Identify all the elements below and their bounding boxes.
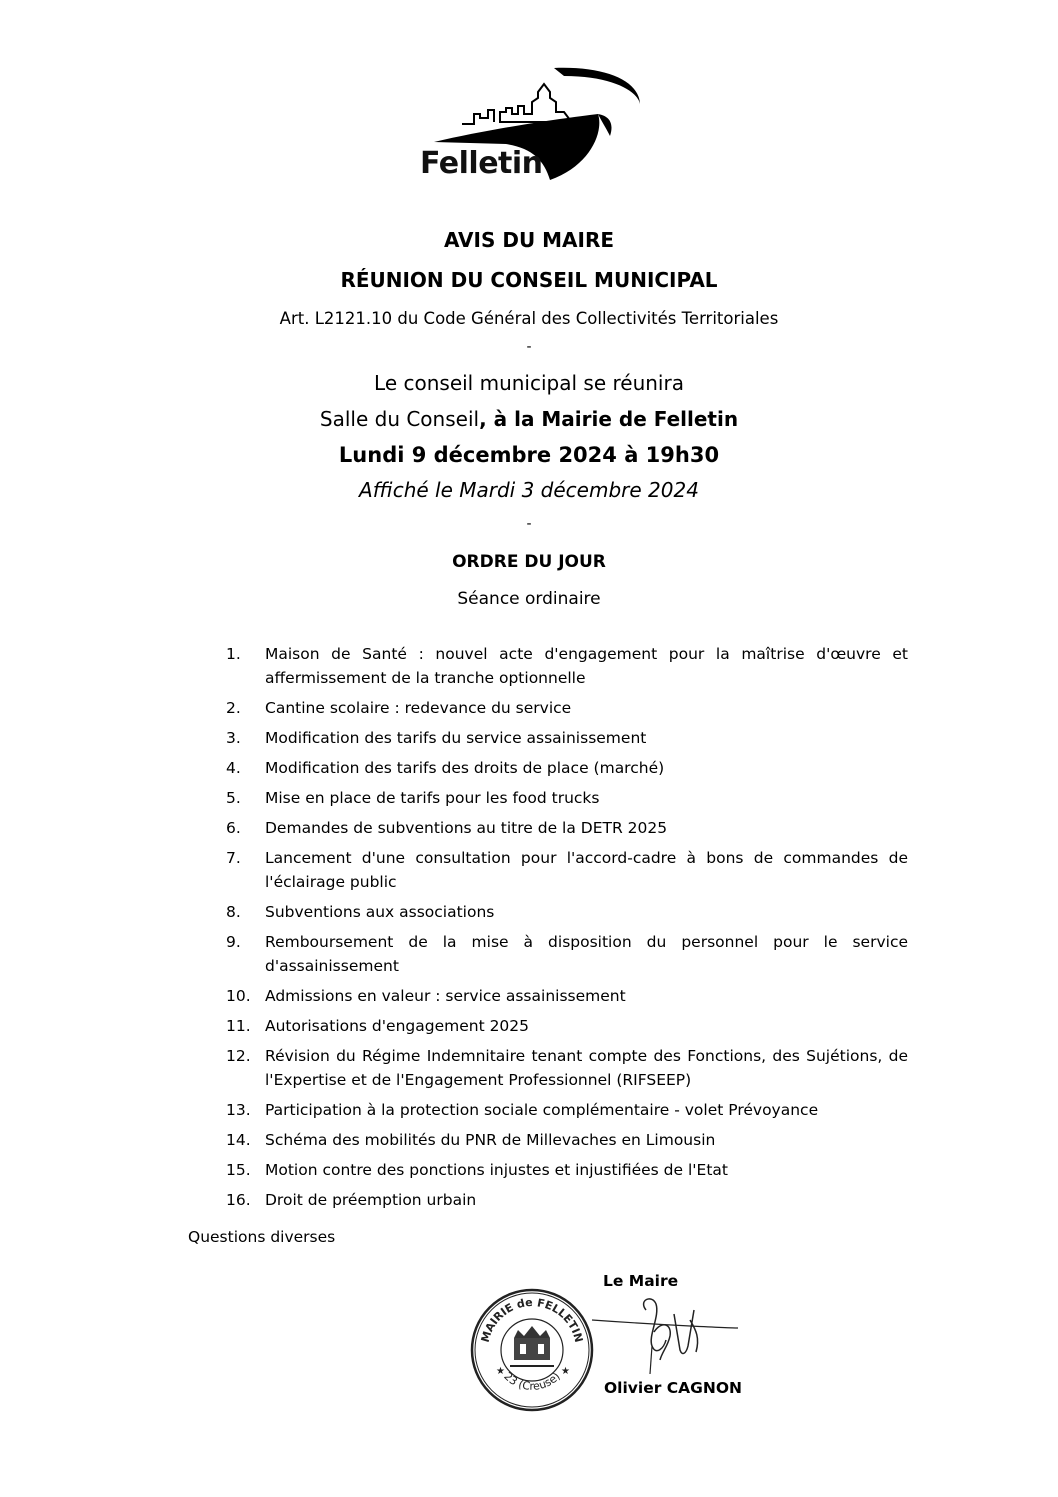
agenda-item-text: Autorisations d'engagement 2025 <box>265 1017 530 1035</box>
agenda-title: ORDRE DU JOUR <box>452 552 606 572</box>
agenda-item <box>226 1014 908 1038</box>
agenda-item-text: Participation à la protection sociale complémentaire - volet Prévoyance <box>265 1101 819 1119</box>
agenda-item-number: 4. <box>226 759 241 777</box>
agenda-item-number: 7. <box>226 849 241 867</box>
agenda-list <box>226 642 908 1218</box>
agenda-item <box>226 1044 908 1092</box>
agenda-item-text: Maison de Santé : nouvel acte d'engagement pour la maîtrise d'œuvre et affermissement de la tranche optionnelle <box>265 645 908 687</box>
agenda-item <box>226 984 908 1008</box>
agenda-item-number: 8. <box>226 903 241 921</box>
agenda-item-number: 5. <box>226 789 241 807</box>
agenda-item <box>226 1188 908 1212</box>
agenda-item-text: Révision du Régime Indemnitaire tenant compte des Fonctions, des Sujétions, de l'Expertise et de l'Engagement Professionnel (RIFSEEP) <box>265 1047 908 1089</box>
agenda-item-number: 9. <box>226 933 241 951</box>
agenda-item <box>226 1158 908 1182</box>
agenda-item-number: 10. <box>226 987 251 1005</box>
legal-reference: Art. L2121.10 du Code Général des Collectivités Territoriales <box>279 309 779 328</box>
agenda-item-number: 13. <box>226 1101 251 1119</box>
agenda-item-text: Schéma des mobilités du PNR de Millevaches en Limousin <box>265 1131 716 1149</box>
agenda-item <box>226 1098 908 1122</box>
agenda-item <box>226 696 908 720</box>
agenda-item <box>226 786 908 810</box>
agenda-item-text: Admissions en valeur : service assainissement <box>265 987 626 1005</box>
notice-title: AVIS DU MAIRE <box>443 228 615 252</box>
meeting-venue: , à la Mairie de Felletin <box>479 407 739 431</box>
meeting-title: RÉUNION DU CONSEIL MUNICIPAL <box>340 268 718 292</box>
agenda-item <box>226 756 908 780</box>
agenda-item-number: 2. <box>226 699 241 717</box>
agenda-item-number: 15. <box>226 1161 251 1179</box>
signatory-name: Olivier CAGNON <box>604 1379 742 1397</box>
svg-text:★: ★ <box>561 1366 570 1377</box>
agenda-item-text: Modification des tarifs des droits de place (marché) <box>265 759 665 777</box>
agenda-item-text: Demandes de subventions au titre de la DETR 2025 <box>265 819 668 837</box>
agenda-item-number: 16. <box>226 1191 251 1209</box>
agenda-footer: Questions diverses <box>188 1228 336 1246</box>
session-type: Séance ordinaire <box>457 589 601 609</box>
agenda-item-number: 3. <box>226 729 241 747</box>
separator: - <box>526 516 532 532</box>
svg-text:MAIRIE de FELLETIN: MAIRIE de FELLETIN <box>478 1295 586 1344</box>
agenda-item-text: Subventions aux associations <box>265 903 495 921</box>
agenda-item-text: Mise en place de tarifs pour les food trucks <box>265 789 600 807</box>
svg-text:★: ★ <box>496 1366 505 1377</box>
agenda-item-text: Droit de préemption urbain <box>265 1191 477 1209</box>
agenda-item <box>226 642 908 690</box>
meeting-intro: Le conseil municipal se réunira <box>374 371 684 395</box>
felletin-logo <box>414 62 644 190</box>
town-hall-seal <box>468 1286 596 1414</box>
mayor-signature <box>590 1290 740 1375</box>
agenda-item-number: 11. <box>226 1017 251 1035</box>
logo-text: Felletin <box>420 146 543 181</box>
agenda-item-number: 14. <box>226 1131 251 1149</box>
agenda-item-number: 1. <box>226 645 241 663</box>
agenda-item-text: Remboursement de la mise à disposition du personnel pour le service d'assainissement <box>265 933 908 975</box>
agenda-item <box>226 816 908 840</box>
agenda-item <box>226 1128 908 1152</box>
meeting-location <box>0 407 1058 431</box>
posting-date: Affiché le Mardi 3 décembre 2024 <box>359 478 699 502</box>
svg-text:23 (Creuse): 23 (Creuse) <box>501 1369 563 1393</box>
agenda-item <box>226 930 908 978</box>
seal-stamp <box>468 1286 596 1414</box>
agenda-item-text: Lancement d'une consultation pour l'accord-cadre à bons de commandes de l'éclairage public <box>265 849 908 891</box>
meeting-room: Salle du Conseil <box>319 407 480 431</box>
agenda-item-number: 12. <box>226 1047 251 1065</box>
meeting-datetime: Lundi 9 décembre 2024 à 19h30 <box>338 443 720 467</box>
agenda-item <box>226 846 908 894</box>
agenda-item-text: Motion contre des ponctions injustes et injustifiées de l'Etat <box>265 1161 728 1179</box>
agenda-item <box>226 726 908 750</box>
signatory-role: Le Maire <box>603 1272 679 1290</box>
agenda-item-number: 6. <box>226 819 241 837</box>
agenda-item-text: Modification des tarifs du service assainissement <box>265 729 647 747</box>
agenda-item-text: Cantine scolaire : redevance du service <box>265 699 572 717</box>
separator: - <box>526 339 532 355</box>
agenda-item <box>226 900 908 924</box>
